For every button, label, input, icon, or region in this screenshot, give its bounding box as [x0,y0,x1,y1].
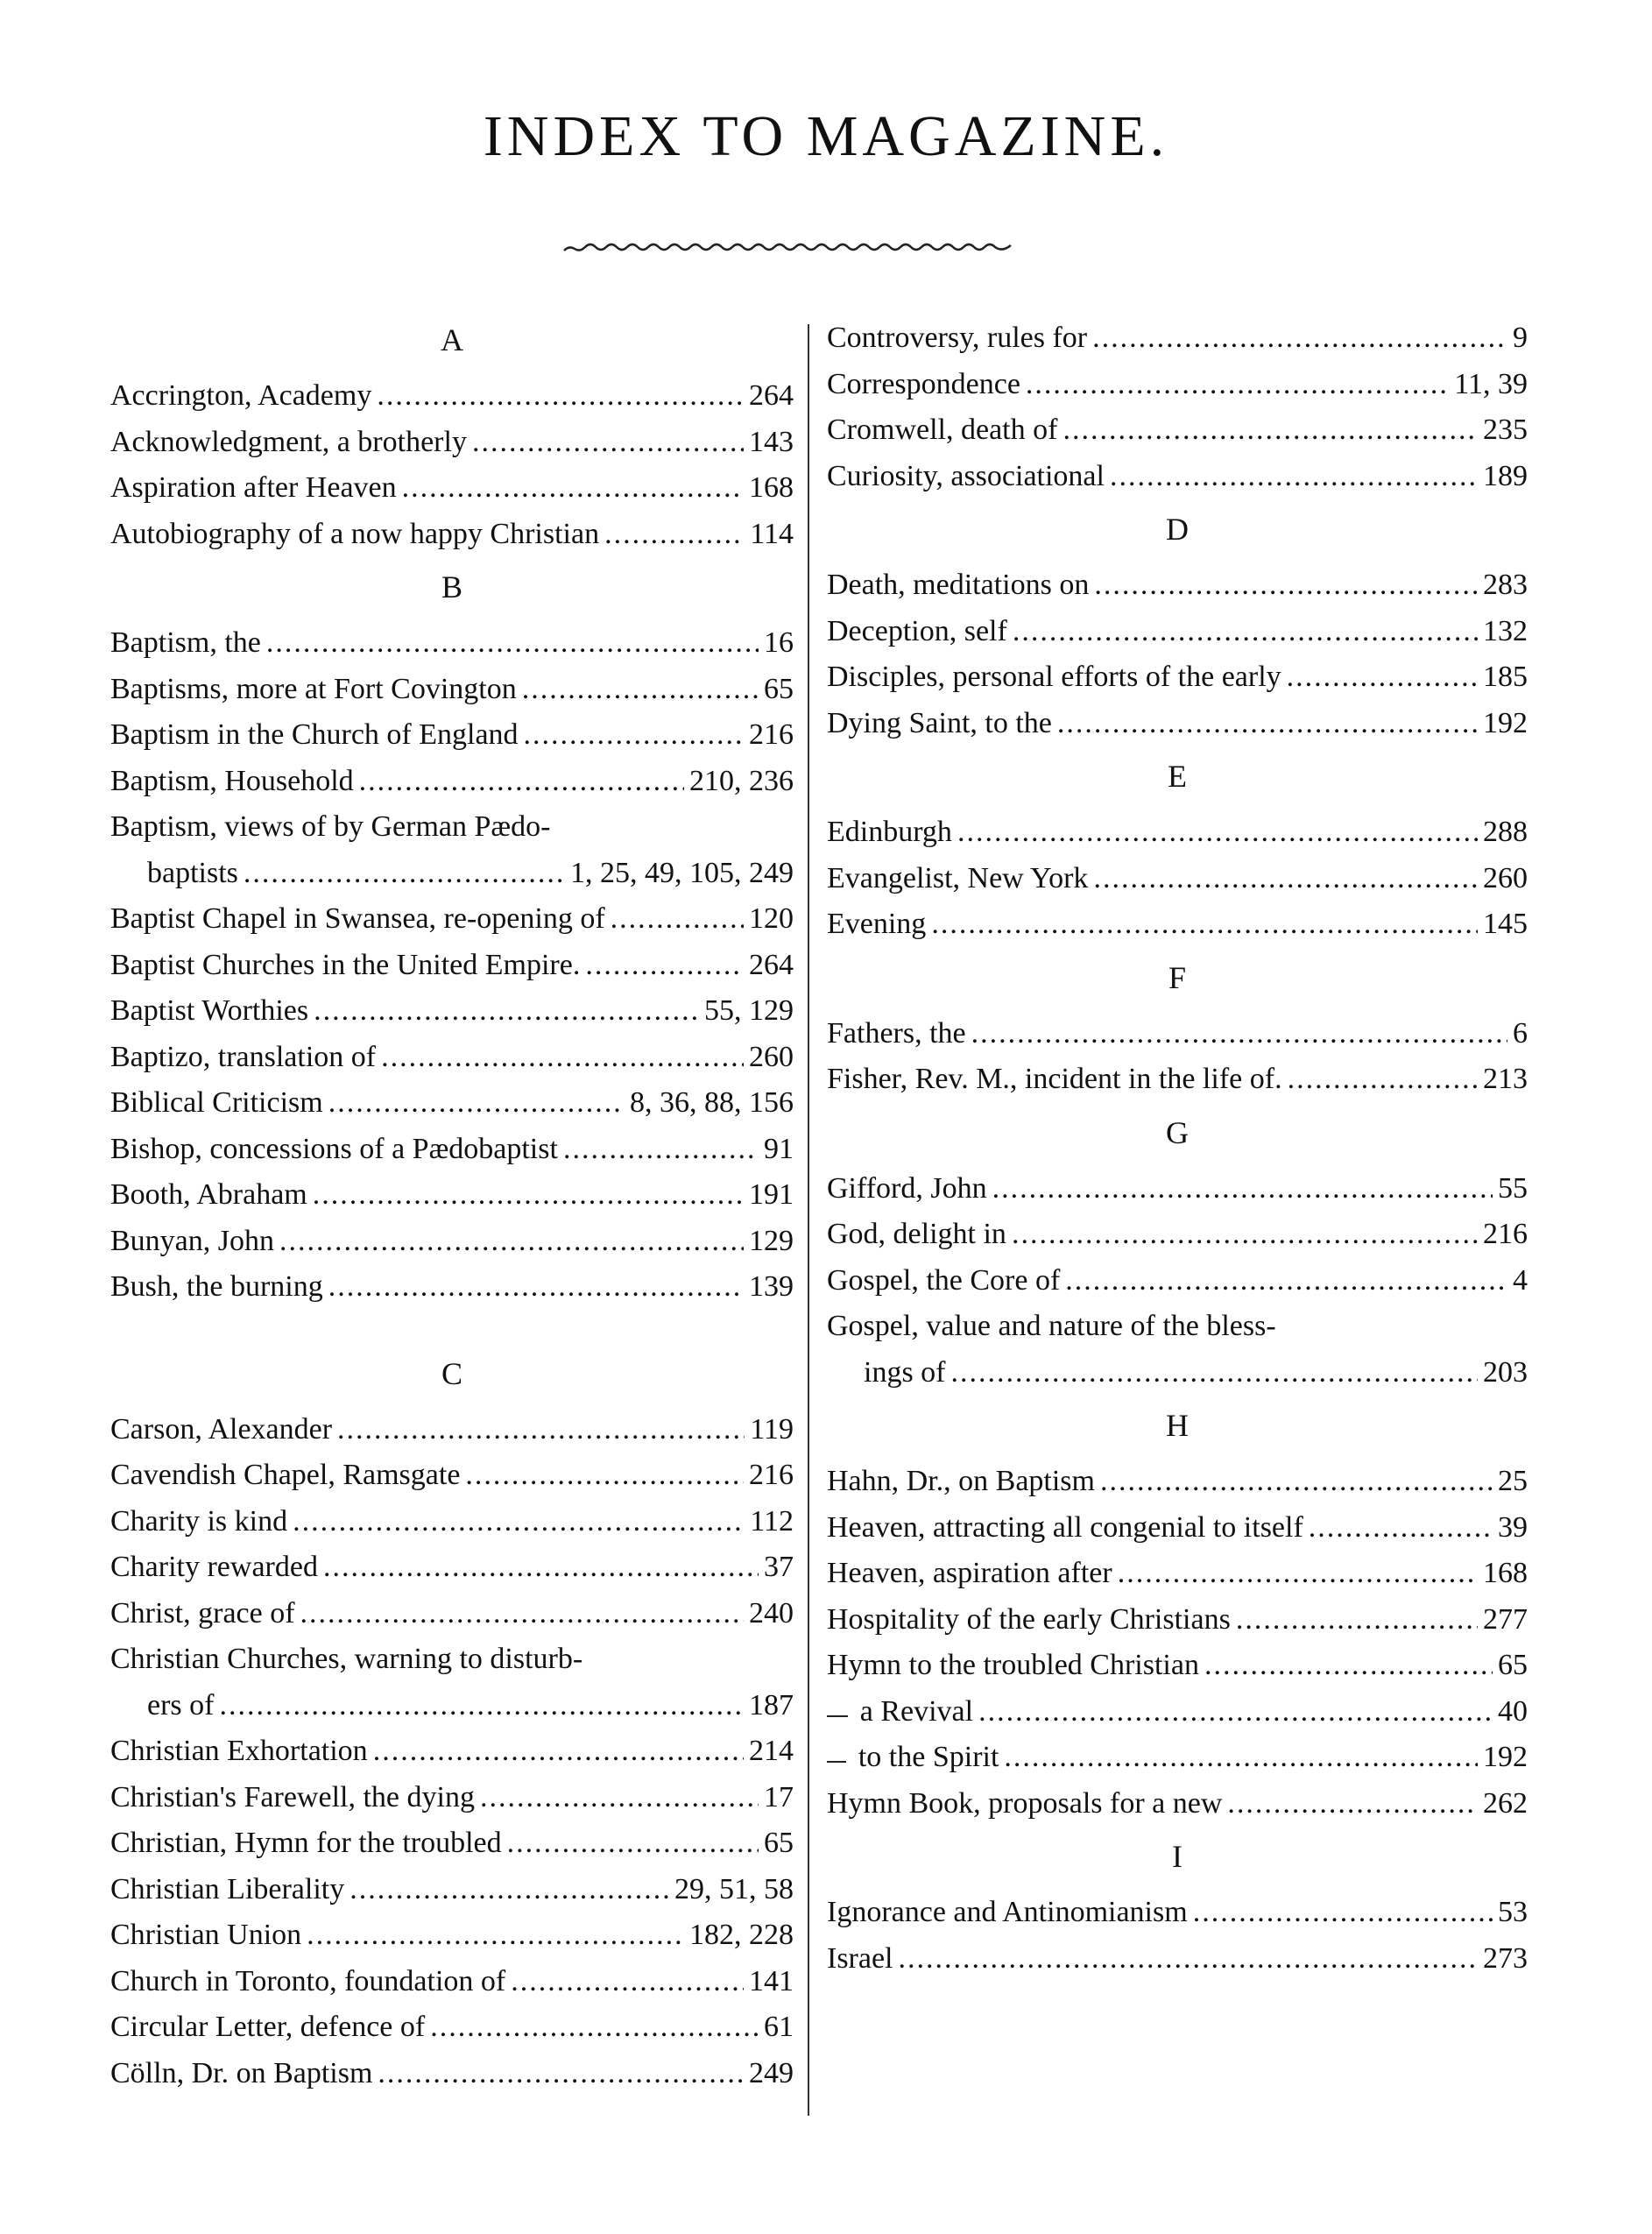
index-entry: Christian, Hymn for the troubled ..... 65 [110,1820,794,1867]
section-letter-a: A [441,322,463,357]
index-entry: Christian's Farewell, the dying ..... 17 [110,1775,794,1821]
index-entry: Aspiration after Heaven ..... 168 [110,465,794,512]
index-entry: Acknowledgment, a brotherly ..... 143 [110,420,794,466]
index-entry: Hospitality of the early Christians ..... 277 [827,1597,1528,1644]
index-entry: Cromwell, death of ..... 235 [827,407,1528,454]
index-entry: Baptizo, translation of ..... 260 [110,1035,794,1081]
left-column [110,315,794,2096]
index-entry: Dying Saint, to the ..... 192 [827,701,1528,747]
index-entry: baptists ..... 1, 25, 49, 105, 249 [110,851,794,897]
column-divider [808,324,809,2116]
index-entry: Baptist Worthies ..... 55, 129 [110,988,794,1035]
index-entry: a Revival ..... 40 [827,1689,1528,1736]
index-entry: Biblical Criticism ..... 8, 36, 88, 156 [110,1080,794,1127]
section-letter-f: F [1168,959,1187,995]
index-entry: Baptist Churches in the United Empire. ..... 264 [110,943,794,989]
index-entry: Hymn Book, proposals for a new ..... 262 [827,1781,1528,1827]
index-entry-line: Gospel, value and nature of the bless- [827,1310,1276,1342]
index-entry: Bunyan, John ..... 129 [110,1219,794,1265]
index-entry: Ignorance and Antinomianism ..... 53 [827,1890,1528,1936]
section-letter-h: H [1166,1408,1189,1443]
index-entry: Charity is kind ..... 112 [110,1499,794,1545]
ornamental-rule [561,235,1016,261]
section-letter-d: D [1166,512,1189,547]
index-entry: Death, meditations on ..... 283 [827,562,1528,609]
index-entry-line: Baptism, views of by German Pædo- [110,810,551,843]
index-entry: Heaven, attracting all congenial to itself ..... 39 [827,1505,1528,1552]
index-entry: Heaven, aspiration after ..... 168 [827,1551,1528,1597]
page-title: INDEX TO MAGAZINE. [483,104,1169,168]
index-entry: Controversy, rules for ..... 9 [827,315,1528,362]
index-entry: Baptist Chapel in Swansea, re-opening of ..... 120 [110,896,794,943]
index-entry: Autobiography of a now happy Christian ..... 114 [110,512,794,558]
index-entry: Hymn to the troubled Christian ..... 65 [827,1643,1528,1689]
index-entry: Cölln, Dr. on Baptism ..... 249 [110,2051,794,2097]
index-entry: ings of ..... 203 [827,1350,1528,1396]
index-entry: Christian Liberality ..... 29, 51, 58 [110,1867,794,1913]
index-entry: Baptism in the Church of England ..... 216 [110,712,794,759]
index-entry: Correspondence ..... 11, 39 [827,362,1528,408]
index-entry: Disciples, personal efforts of the early ..... 185 [827,654,1528,701]
index-entry-line: Christian Churches, warning to disturb- [110,1643,583,1675]
index-entry: Carson, Alexander ..... 119 [110,1407,794,1453]
index-entry: Evangelist, New York ..... 260 [827,856,1528,902]
section-letter-c: C [441,1355,462,1391]
index-entry: Baptism, Household ..... 210, 236 [110,759,794,805]
index-entry: Fathers, the ..... 6 [827,1011,1528,1057]
index-entry: Booth, Abraham ..... 191 [110,1172,794,1219]
index-entry: Edinburgh ..... 288 [827,809,1528,856]
index-entry: Gospel, the Core of ..... 4 [827,1258,1528,1304]
index-entry: Evening ..... 145 [827,901,1528,948]
index-entry: Hahn, Dr., on Baptism ..... 25 [827,1459,1528,1505]
index-entry: to the Spirit ..... 192 [827,1735,1528,1781]
index-entry: Deception, self ..... 132 [827,609,1528,655]
ditto-dash [827,1715,848,1717]
index-entry: Church in Toronto, foundation of ..... 141 [110,1959,794,2005]
index-entry: Fisher, Rev. M., incident in the life of. ..... 213 [827,1057,1528,1103]
index-entry: Cavendish Chapel, Ramsgate ..... 216 [110,1453,794,1499]
section-letter-e: E [1168,759,1187,794]
ditto-dash [827,1761,846,1763]
section-letter-b: B [441,569,462,604]
index-entry: God, delight in ..... 216 [827,1212,1528,1258]
index-entry: Bishop, concessions of a Pædobaptist ..... 91 [110,1127,794,1173]
index-entry: Israel ..... 273 [827,1936,1528,1983]
index-entry: ers of ..... 187 [110,1683,794,1729]
section-letter-i: I [1172,1839,1183,1874]
index-entry: Circular Letter, defence of ..... 61 [110,2004,794,2051]
index-entry: Baptisms, more at Fort Covington ..... 65 [110,667,794,713]
section-letter-g: G [1166,1114,1189,1150]
index-entry: Christian Exhortation ..... 214 [110,1729,794,1775]
index-entry: Christian Union ..... 182, 228 [110,1912,794,1959]
index-entry: Baptism, the ..... 16 [110,620,794,667]
index-entry: Christ, grace of ..... 240 [110,1591,794,1637]
index-entry: Gifford, John ..... 55 [827,1166,1528,1212]
index-entry: Charity rewarded ..... 37 [110,1545,794,1591]
index-entry: Bush, the burning ..... 139 [110,1264,794,1311]
index-entry: Curiosity, associational ..... 189 [827,454,1528,500]
index-entry: Accrington, Academy ..... 264 [110,373,794,420]
right-column [827,315,1528,1982]
